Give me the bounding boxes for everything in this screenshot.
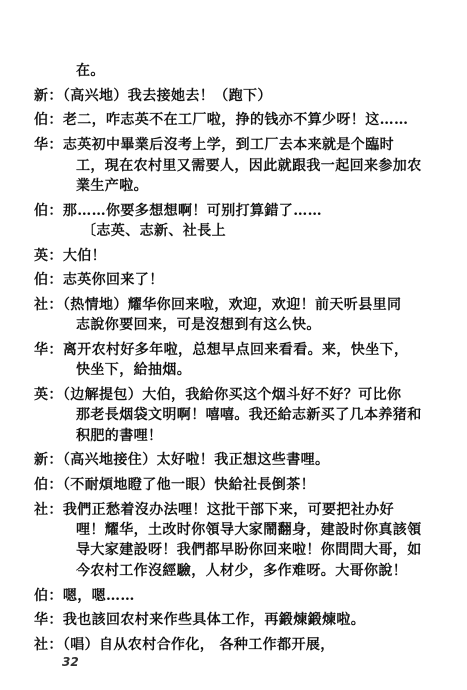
line-text: （高兴地接住）太好啦！我正想这些書哩。 — [62, 452, 330, 468]
text-line — [76, 406, 422, 424]
text-line — [76, 157, 422, 175]
speaker-label: 伯： — [34, 588, 63, 604]
speaker-label: 伯： — [34, 272, 63, 288]
dialogue-line — [34, 136, 394, 154]
dialogue-line — [34, 296, 401, 314]
line-text: 〔志英、志新、社長上 — [82, 223, 226, 239]
text-line — [76, 427, 162, 445]
dialogue-line — [34, 476, 315, 494]
text-line — [76, 62, 105, 80]
line-text: 离开农村好多年啦，总想早点回来看看。来，快坐下， — [62, 342, 409, 358]
line-text: 快坐下，給抽烟。 — [76, 362, 192, 378]
text-line — [76, 316, 321, 334]
text-line — [76, 177, 148, 195]
dialogue-line — [34, 501, 394, 519]
text-line — [76, 562, 407, 580]
line-text: 志說你要回来，可是沒想到有这么快。 — [76, 317, 321, 333]
page-number: 32 — [62, 655, 79, 669]
line-text: 工，現在农村里又需要人，因此就跟我一起回来参加农 — [76, 158, 422, 174]
dialogue-line — [34, 587, 135, 605]
stage-direction — [82, 222, 226, 240]
speaker-label: 英： — [34, 248, 63, 264]
line-text: 老二，咋志英不在工厂啦，挣的钱亦不算少呀！这…… — [62, 112, 409, 128]
speaker-label: 华： — [34, 612, 63, 628]
line-text: （不耐煩地瞪了他一眼）快給社長倒茶！ — [62, 477, 316, 493]
line-text: 今农村工作沒經驗，人材少，多作难呀。大哥你說！ — [76, 563, 408, 579]
line-text: 志英你回来了！ — [62, 272, 164, 288]
speaker-label: 英： — [34, 387, 63, 403]
line-text: 志英初中畢業后沒考上学，到工厂去本来就是个臨时 — [62, 137, 395, 153]
line-text: （边解提包）大伯，我給你买这个烟斗好不好？可比你 — [62, 387, 402, 403]
dialogue-line — [34, 611, 365, 629]
speaker-label: 社： — [34, 297, 63, 313]
line-text: 哩！耀华，土改时你領导大家鬧翻身，建設时你真該領 — [76, 522, 422, 538]
dialogue-line — [34, 202, 322, 220]
speaker-label: 社： — [34, 637, 63, 653]
line-text: 我也該回农村来作些具体工作，再鍛煉鍛煉啦。 — [62, 612, 366, 628]
dialogue-line — [34, 386, 401, 404]
speaker-label: 华： — [34, 342, 63, 358]
line-text: 导大家建設呀！我們都早盼你回来啦！你問問大哥，如 — [76, 542, 422, 558]
dialogue-line — [34, 636, 335, 654]
speaker-label: 伯： — [34, 203, 63, 219]
dialogue-line — [34, 111, 408, 129]
line-text: 那……你要多想想啊！可别打算錯了…… — [62, 203, 323, 219]
speaker-label: 伯： — [34, 477, 63, 493]
line-text: 嗯，嗯…… — [62, 588, 135, 604]
speaker-label: 新： — [34, 88, 63, 104]
line-text: （唱）自从农村合作化， 各种工作都开展， — [62, 637, 335, 653]
dialogue-line — [34, 341, 408, 359]
dialogue-line — [34, 271, 164, 289]
text-line — [76, 541, 422, 559]
speaker-label: 新： — [34, 452, 63, 468]
dialogue-line — [34, 451, 329, 469]
dialogue-line — [34, 87, 272, 105]
text-line — [76, 361, 191, 379]
line-text: 我們正愁着沒办法哩！这批干部下来，可要把社办好 — [62, 502, 395, 518]
line-text: 業生产啦。 — [76, 178, 148, 194]
text-line — [76, 521, 422, 539]
speaker-label: 华： — [34, 137, 63, 153]
line-text: 积肥的書哩！ — [76, 428, 163, 444]
dialogue-line — [34, 247, 106, 265]
line-text: 在。 — [76, 63, 105, 79]
line-text: 那老長烟袋文明啊！嘻嘻。我还給志新买了几本养猪和 — [76, 407, 422, 423]
speaker-label: 社： — [34, 502, 63, 518]
line-text: （高兴地）我去接她去！（跑下） — [62, 88, 272, 104]
line-text: 大伯！ — [62, 248, 107, 264]
line-text: （热情地）耀华你回来啦，欢迎，欢迎！前天听县里同 — [62, 297, 402, 313]
speaker-label: 伯： — [34, 112, 63, 128]
